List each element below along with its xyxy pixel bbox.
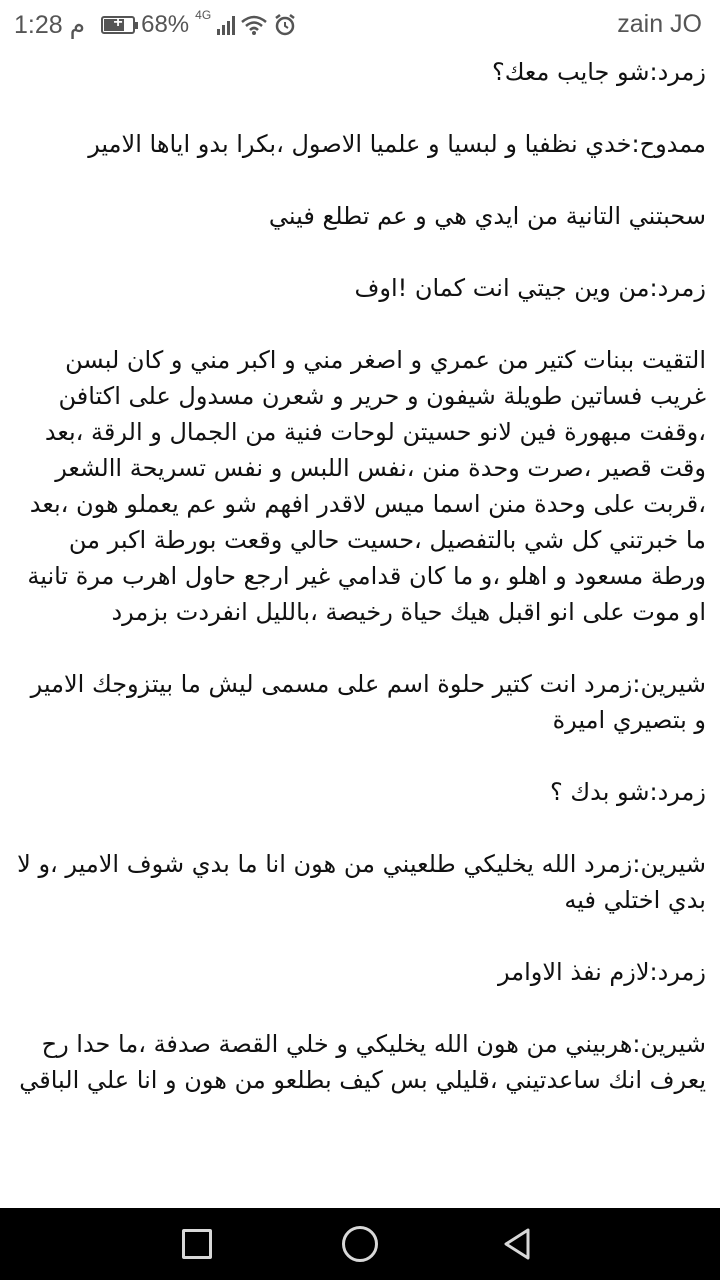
back-button[interactable]	[500, 1226, 536, 1262]
signal-icon	[217, 15, 235, 35]
network-type: 4G	[195, 8, 212, 22]
battery-charging-icon: +	[101, 16, 135, 34]
battery-percent: 68%	[141, 11, 190, 38]
status-bar-left	[14, 10, 297, 40]
home-button[interactable]	[342, 1226, 378, 1262]
story-paragraph: التقيت ببنات كتير من عمري و اصغر مني و اكبر مني و كان لبسن غريب فساتين طويلة شيفون و حرير و شعرن مسدول على اكتافن ،وقفت مبهورة فين لانو حسيتن لوحات فنية من الجمال و الرقة ،بعد وقت قصير ،صرت وحدة منن ،نفس اللبس و نفس تسريحة االشعر ،قربت على وحدة منن اسما ميس لاقدر افهم شو عم يعملو هون ،بعد ما خبرتني كل شي بالتفصيل ،حسيت حالي وقعت بورطة اكبر من ورطة مسعود و اهلو ،و ما كان قدامي غير ارجع حاول اهرب مرة تانية او موت على انو اقبل هيك حياة رخيصة ،بالليل انفردت بزمرد	[27, 346, 706, 626]
story-paragraph: ممدوح:خدي نظفيا و لبسيا و علميا الاصول ،بكرا بدو اياها الامير	[88, 130, 706, 158]
story-paragraph: سحبتني التانية من ايدي هي و عم تطلع فيني	[268, 202, 706, 230]
story-text	[0, 50, 720, 1098]
back-triangle-icon	[500, 1226, 536, 1262]
story-paragraph: شيرين:زمرد الله يخليكي طلعيني من هون انا ما بدي شوف الامير ،و لا بدي اختلي فيه	[17, 850, 706, 914]
story-paragraph: زمرد:من وين جيتي انت كمان !اوف	[354, 274, 706, 302]
story-paragraph: زمرد:شو جايب معك؟	[491, 58, 706, 86]
story-paragraph: زمرد:لازم نفذ الاوامر	[498, 958, 706, 986]
story-paragraph: شيرين:زمرد انت كتير حلوة اسم على مسمى ليش ما بيتزوجك الامير و بتصيري اميرة	[30, 670, 706, 734]
wifi-icon	[241, 14, 267, 36]
carrier-name: zain JO	[617, 10, 702, 38]
status-bar	[0, 0, 720, 50]
story-paragraph: شيرين:هربيني من هون الله يخليكي و خلي القصة صدفة ،ما حدا رح يعرف انك ساعدتيني ،قليلي بس كيف بطلعو من هون و انا علي الباقي	[19, 1030, 706, 1094]
navigation-bar	[0, 1208, 720, 1280]
recent-apps-button[interactable]	[182, 1229, 212, 1259]
story-scroll-view[interactable]	[0, 50, 720, 1208]
alarm-icon	[273, 13, 297, 37]
story-paragraph: زمرد:شو بدك ؟	[549, 778, 706, 806]
clock: 1:28 م	[14, 11, 86, 39]
